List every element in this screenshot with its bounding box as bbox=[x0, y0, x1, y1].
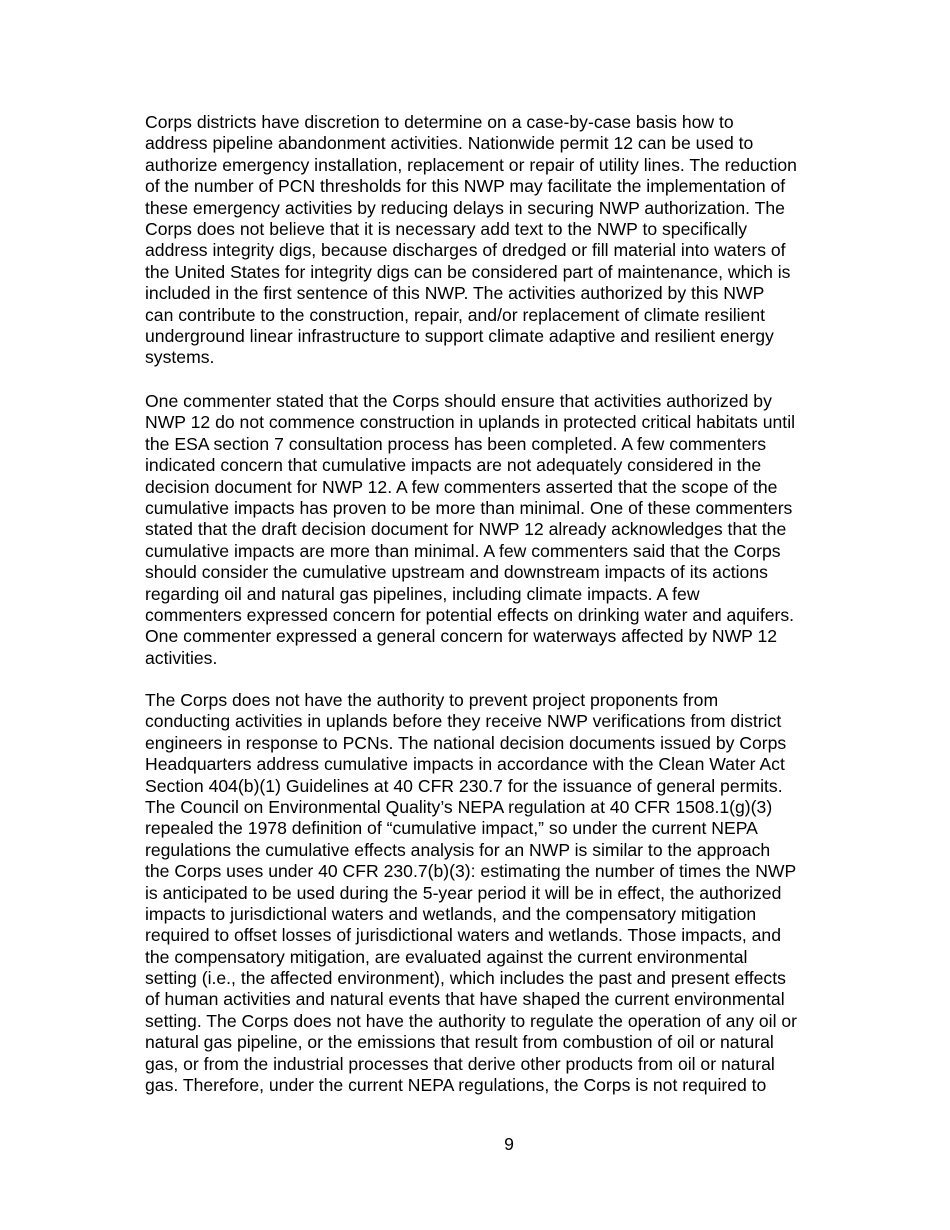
text-line: gas, or from the industrial processes that derive other products from oil or natural bbox=[145, 1053, 775, 1074]
text-line: systems. bbox=[145, 347, 215, 368]
text-line: repealed the 1978 definition of “cumulative impact,” so under the current NEPA bbox=[145, 818, 758, 839]
text-line: the compensatory mitigation, are evaluated against the current environmental bbox=[145, 946, 748, 967]
text-line: authorize emergency installation, replacement or repair of utility lines. The reduction bbox=[145, 154, 797, 175]
text-line: of human activities and natural events that have shaped the current environmental bbox=[145, 989, 785, 1010]
text-line: gas. Therefore, under the current NEPA regulations, the Corps is not required to bbox=[145, 1075, 767, 1096]
text-line: address integrity digs, because discharges of dredged or fill material into waters of bbox=[145, 240, 786, 261]
text-line: commenters expressed concern for potential effects on drinking water and aquifers. bbox=[145, 604, 795, 625]
text-line: decision document for NWP 12. A few commenters asserted that the scope of the bbox=[145, 476, 778, 497]
text-line: Section 404(b)(1) Guidelines at 40 CFR 230.7 for the issuance of general permits. bbox=[145, 775, 783, 796]
text-line: Corps districts have discretion to determine on a case-by-case basis how to bbox=[145, 112, 734, 132]
page-number: 9 bbox=[504, 1134, 514, 1154]
text-line: cumulative impacts are more than minimal. A few commenters said that the Corps bbox=[145, 540, 781, 561]
text-line: conducting activities in uplands before they receive NWP verifications from district bbox=[145, 711, 782, 732]
text-line: can contribute to the construction, repair, and/or replacement of climate resilient bbox=[145, 304, 766, 325]
text-line: The Corps does not have the authority to prevent project proponents from bbox=[145, 690, 719, 710]
text-line: should consider the cumulative upstream and downstream impacts of its actions bbox=[145, 562, 768, 583]
paragraph-3 bbox=[145, 690, 845, 1096]
text-line: Headquarters address cumulative impacts in accordance with the Clean Water Act bbox=[145, 754, 785, 775]
text-line: One commenter expressed a general concern for waterways affected by NWP 12 bbox=[145, 626, 778, 647]
text-line: NWP 12 do not commence construction in uplands in protected critical habitats until bbox=[145, 412, 796, 433]
text-line: regulations the cumulative effects analysis for an NWP is similar to the approach bbox=[145, 839, 771, 860]
text-line: these emergency activities by reducing delays in securing NWP authorization. The bbox=[145, 197, 785, 218]
text-line: One commenter stated that the Corps should ensure that activities authorized by bbox=[145, 391, 772, 411]
text-line: the United States for integrity digs can be considered part of maintenance, which is bbox=[145, 261, 791, 282]
text-line: setting. The Corps does not have the authority to regulate the operation of any oil or bbox=[145, 1010, 798, 1031]
text-line: the Corps uses under 40 CFR 230.7(b)(3): estimating the number of times the NWP bbox=[145, 861, 797, 882]
text-line: natural gas pipeline, or the emissions that result from combustion of oil or natural bbox=[145, 1032, 774, 1053]
text-line: the ESA section 7 consultation process has been completed. A few commenters bbox=[145, 433, 767, 454]
text-line: activities. bbox=[145, 647, 218, 668]
text-line: indicated concern that cumulative impacts are not adequately considered in the bbox=[145, 455, 762, 476]
text-line: setting (i.e., the affected environment), which includes the past and present effects bbox=[145, 968, 786, 989]
paragraph-2 bbox=[145, 391, 845, 669]
text-line: address pipeline abandonment activities. Nationwide permit 12 can be used to bbox=[145, 133, 754, 154]
text-line: of the number of PCN thresholds for this NWP may facilitate the implementation of bbox=[145, 176, 786, 197]
text-line: regarding oil and natural gas pipelines, including climate impacts. A few bbox=[145, 583, 700, 604]
paragraph-1 bbox=[145, 112, 845, 369]
text-line: required to offset losses of jurisdictional waters and wetlands. Those impacts, and bbox=[145, 925, 781, 946]
text-line: engineers in response to PCNs. The national decision documents issued by Corps bbox=[145, 732, 787, 753]
text-line: cumulative impacts has proven to be more than minimal. One of these commenters bbox=[145, 497, 793, 518]
text-line: Corps does not believe that it is necessary add text to the NWP to specifically bbox=[145, 218, 748, 239]
text-line: included in the first sentence of this NWP. The activities authorized by this NWP bbox=[145, 283, 765, 304]
text-line: is anticipated to be used during the 5-year period it will be in effect, the authorized bbox=[145, 882, 782, 903]
text-line: stated that the draft decision document for NWP 12 already acknowledges that the bbox=[145, 519, 787, 540]
text-line: The Council on Environmental Quality’s NEPA regulation at 40 CFR 1508.1(g)(3) bbox=[145, 796, 773, 817]
text-line: underground linear infrastructure to support climate adaptive and resilient energy bbox=[145, 325, 774, 346]
text-line: impacts to jurisdictional waters and wetlands, and the compensatory mitigation bbox=[145, 903, 757, 924]
